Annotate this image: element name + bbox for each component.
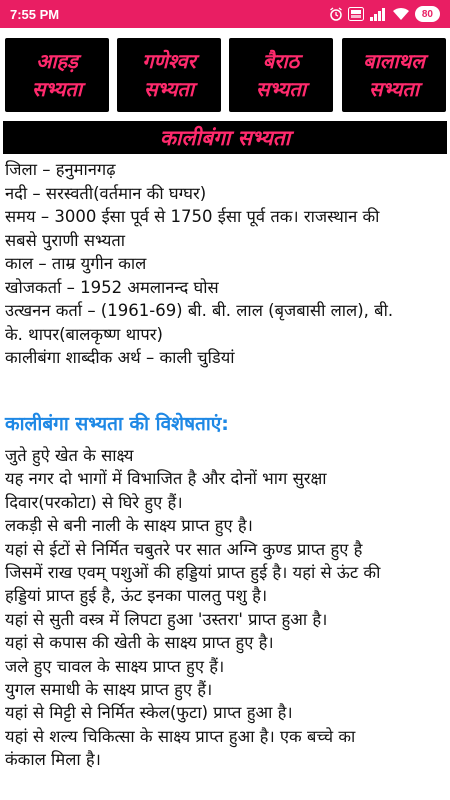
info-line: सबसे पुराणी सभ्यता	[5, 230, 126, 250]
volte-icon	[348, 7, 364, 21]
tab-balathal[interactable]	[342, 38, 446, 112]
feature-line: जिसमें राख एवम् पशुओं की हड्डियां प्राप्त हुई है। यहां से ऊंट की	[5, 563, 381, 583]
feature-line: यहां से मिट्टी से निर्मित स्केल(फुटा) प्राप्त हुआ है।	[5, 703, 293, 723]
info-line: काल – ताम्र युगीन काल	[5, 254, 147, 273]
tab-label-line2: सभ्यता	[255, 77, 307, 101]
tab-label-line1: बैराठ	[262, 49, 300, 73]
feature-line: लकड़ी से बनी नाली के साक्ष्य प्राप्त हुए है।	[5, 516, 253, 536]
tab-label-line2: सभ्यता	[368, 77, 420, 101]
alarm-icon	[329, 7, 343, 21]
info-line: उत्खनन कर्ता – (1961-69) बी. बी. लाल (बृजबासी लाल), बी.	[5, 301, 394, 320]
status-time: 7:55 PM	[10, 6, 60, 22]
info-line: कालीबंगा शाब्दीक अर्थ – काली चुडियां	[5, 348, 235, 367]
status-bar	[0, 0, 450, 28]
feature-line: यहां से ईटों से निर्मित चबुतरे पर सात अग्नि कुण्ड प्राप्त हुए है	[5, 539, 363, 559]
tab-label-line2: सभ्यता	[31, 77, 83, 101]
tab-label-line1: गणेश्वर	[142, 49, 196, 73]
wifi-icon	[392, 7, 410, 21]
feature-line: यहां से सुती वस्त्र में लिपटा हुआ 'उस्तरा' प्राप्त हुआ है।	[5, 609, 328, 629]
features-title: कालीबंगा सभ्यता की विशेषताएं:	[5, 413, 229, 435]
tab-ahad[interactable]	[5, 38, 109, 112]
feature-line: यह नगर दो भागों में विभाजित है और दोनों भाग सुरक्षा	[5, 469, 327, 489]
tab-ganeshwar[interactable]	[117, 38, 221, 112]
info-line: खोजकर्ता – 1952 अमलानन्द घोस	[5, 277, 219, 297]
tab-label-line1: बालाथल	[363, 49, 425, 73]
feature-line: दिवार(परकोटा) से घिरे हुए हैं।	[5, 492, 183, 512]
section-title: कालीबंगा सभ्यता	[3, 121, 447, 154]
features-list	[5, 444, 447, 772]
feature-line: युगल समाधी के साक्ष्य प्राप्त हुए हैं।	[5, 680, 213, 700]
feature-line: जुते हुऐ खेत के साक्ष्य	[5, 446, 134, 465]
feature-line: यहां से कपास की खेती के साक्ष्य प्राप्त हुए है।	[5, 633, 274, 653]
signal-icon	[369, 7, 387, 21]
info-line: नदी – सरस्वती(वर्तमान की घग्घर)	[5, 183, 207, 203]
tab-label-line1: आहड़	[36, 49, 78, 73]
tab-bairath[interactable]	[229, 38, 333, 112]
info-line: समय – 3000 ईसा पूर्व से 1750 ईसा पूर्व तक। राजस्थान की	[5, 207, 380, 226]
feature-line: हड्डियां प्राप्त हुई है, ऊंट इनका पालतु पशु है।	[5, 586, 268, 606]
category-tabs	[0, 38, 450, 112]
feature-line: कंकाल मिला है।	[5, 750, 101, 770]
feature-line: जले हुए चावल के साक्ष्य प्राप्त हुए हैं।	[5, 656, 225, 676]
battery-icon: 80	[415, 6, 440, 22]
info-list	[5, 158, 445, 370]
info-line: के. थापर(बालकृष्ण थापर)	[5, 324, 163, 344]
feature-line: यहां से शल्य चिकित्सा के साक्ष्य प्राप्त हुआ है। एक बच्चे का	[5, 726, 356, 746]
status-icons	[329, 6, 440, 22]
info-line: जिला – हनुमानगढ़	[5, 160, 116, 179]
tab-label-line2: सभ्यता	[143, 77, 195, 101]
